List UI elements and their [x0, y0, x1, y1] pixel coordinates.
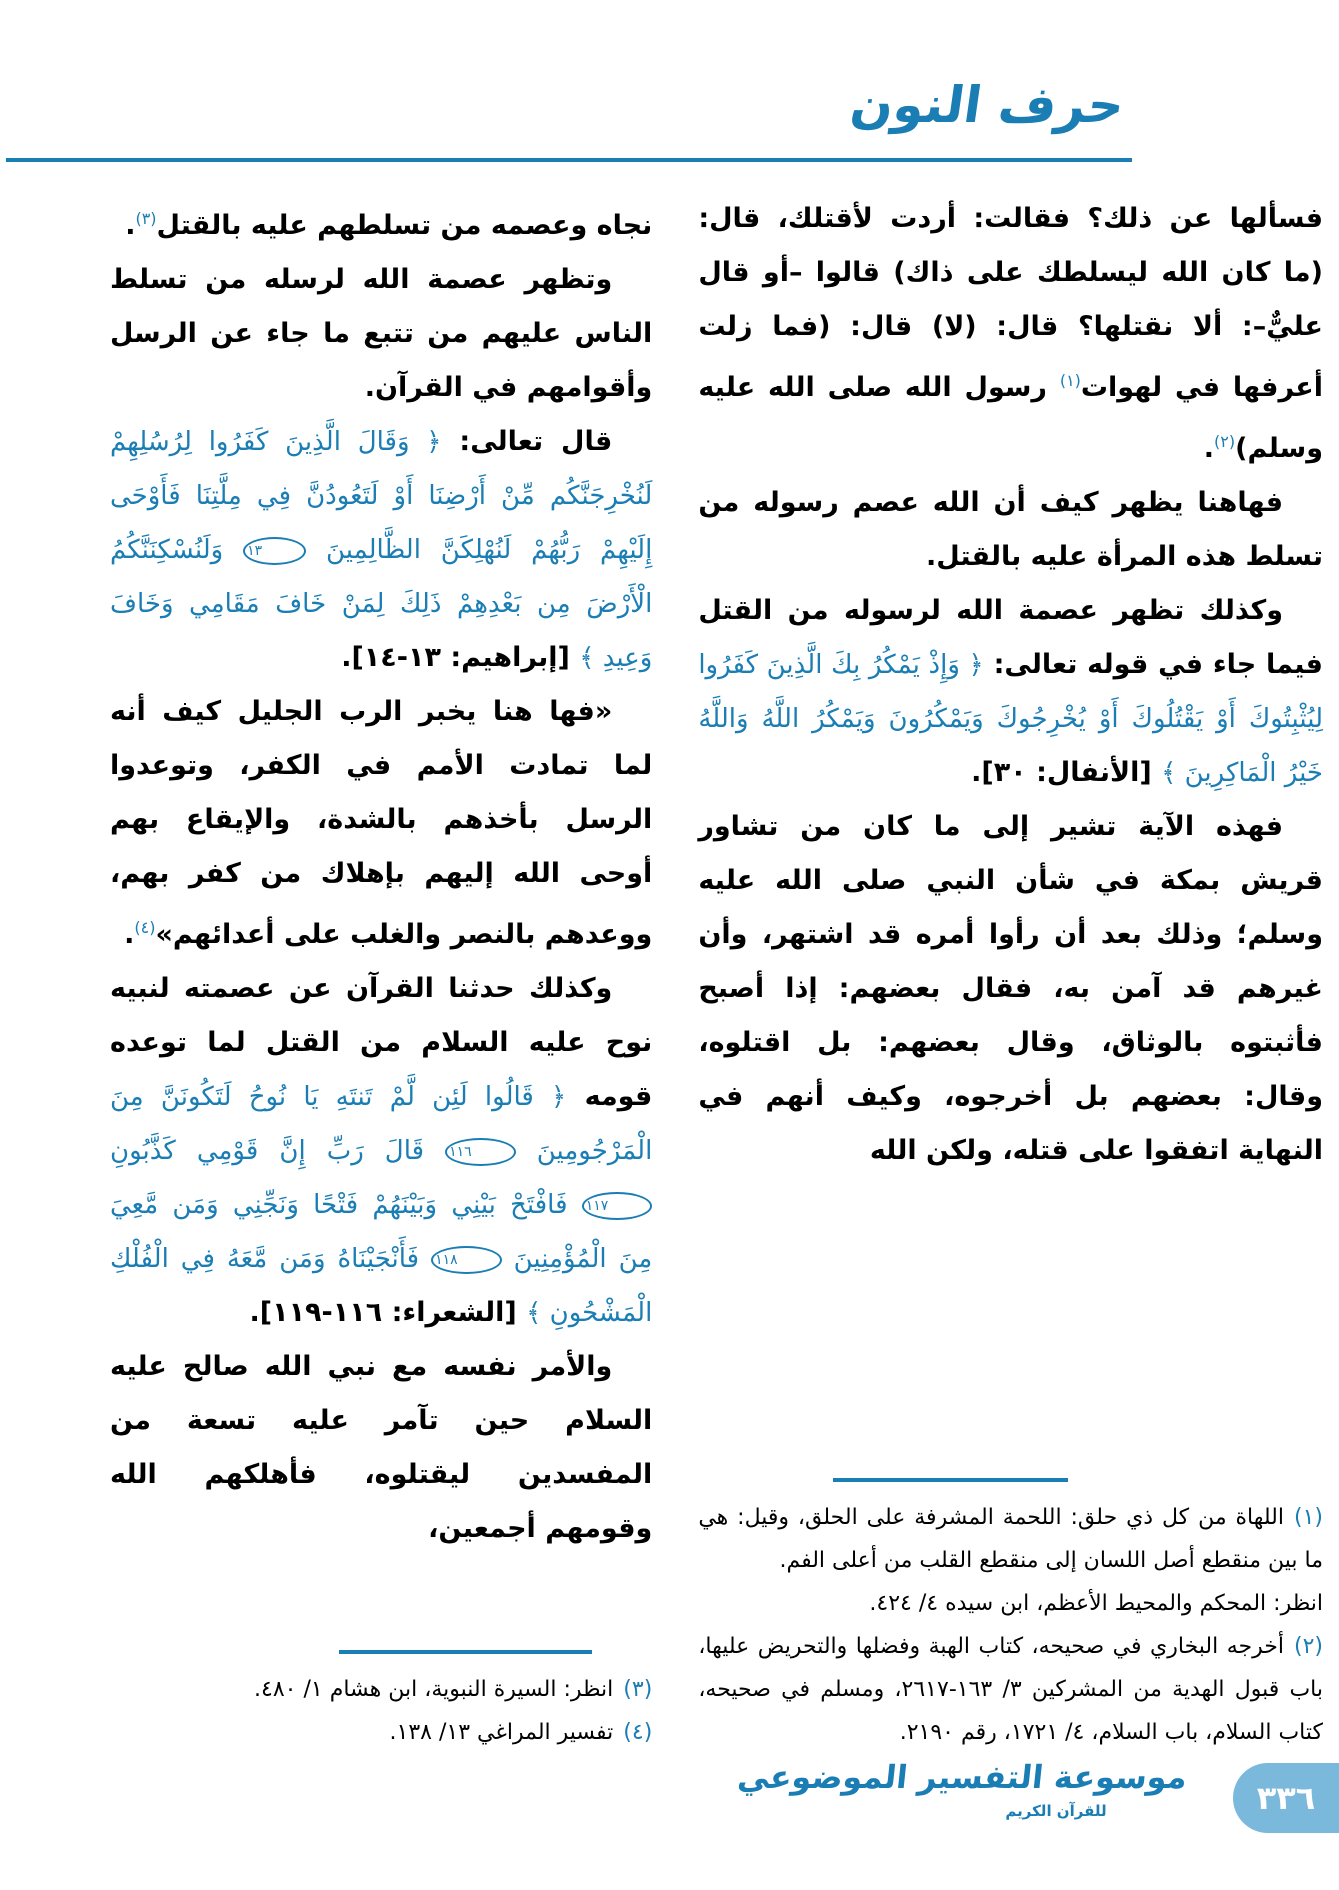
body-text: والأمر نفسه مع نبي الله صالح عليه السلام حين تآمر عليه تسعة من المفسدين ليقتلوه، فأهلكهم الله وقومهم أجمعين،: [110, 1351, 653, 1544]
body-text: [الشعراء: ١١٦-١١٩].: [249, 1297, 527, 1328]
body-text: .: [125, 210, 136, 241]
footnote-reference: (١): [1059, 371, 1081, 390]
quran-verse-text: وَلَنُسْكِنَنَّكُمُ الْأَرْضَ مِن بَعْدِهِمْ ذَلِكَ لِمَنْ خَافَ مَقَامِي وَخَافَ وَعِيدِ ﴾: [110, 535, 653, 673]
footnote-text: أخرجه البخاري في صحيحه، كتاب الهبة وفضلها والتحريض عليها، باب قبول الهدية من المشركين ٣/ ١٦٣-٢٦١٧، ومسلم في صحيحه، كتاب السلام، باب السلام، ٤/ ١٧٢١، رقم ٢١٩٠.: [698, 1634, 1324, 1745]
paragraph: [698, 476, 1323, 584]
column-right-text: [698, 192, 1323, 1178]
page-body: [110, 192, 1323, 1754]
footnotes-right: [698, 1478, 1323, 1754]
quran-verse-text: فَافْتَحْ بَيْنِي وَبَيْنَهُمْ فَتْحًا وَنَجِّنِي وَمَن مَّعِيَ مِنَ الْمُؤْمِنِينَ: [110, 1190, 653, 1274]
ayah-number-medallion: ١١٧: [582, 1192, 653, 1220]
body-text: رسول الله صلى الله عليه وسلم): [698, 372, 1323, 464]
body-text: نجاه وعصمه من تسلطهم عليه بالقتل: [156, 210, 653, 241]
publisher-logo: [735, 1754, 1189, 1820]
body-text: «فها هنا يخبر الرب الجليل كيف أنه لما تمادت الأمم في الكفر، وتوعدوا الرسل بأخذهم بالشدة، والإيقاع بهم أوحى الله إليهم بإهلاك من كفر بهم، ووعدهم بالنصر والغلب على أعدائهم»: [110, 696, 653, 950]
footnote-list-right: [698, 1496, 1323, 1754]
column-right: [698, 192, 1323, 1754]
quran-verse-text: ﴿ قَالُوا لَئِن لَّمْ تَنتَهِ يَا نُوحُ لَتَكُونَنَّ مِنَ الْمَرْجُومِينَ: [110, 1082, 653, 1166]
ayah-number-medallion: ١١٨: [431, 1246, 502, 1274]
paragraph: [110, 192, 652, 253]
body-text: فسألها عن ذلك؟ فقالت: أردت لأقتلك، قال: (ما كان الله ليسلطك على ذاك) قالوا –أو قال عليٌّ–: ألا نقتلها؟ قال: (لا) قال: (فما زلت أعرفها في لهوات: [698, 203, 1323, 403]
ayah-number-medallion: ١٣: [243, 537, 306, 565]
footnote-separator: [833, 1478, 1068, 1482]
ayah-number-medallion: ١١٦: [445, 1138, 516, 1166]
footnote: [110, 1711, 652, 1754]
paragraph: [698, 192, 1323, 476]
footnote-reference: (٣): [135, 209, 157, 228]
quran-verse-text: قَالَ رَبِّ إِنَّ قَوْمِي كَذَّبُونِ: [110, 1136, 446, 1166]
paragraph: [110, 962, 652, 1340]
page-number-badge: ٣٣٦: [1233, 1763, 1339, 1833]
body-text: [الأنفال: ٣٠].: [971, 757, 1162, 788]
quran-verse-text: فَأَنْجَيْنَاهُ وَمَن مَّعَهُ فِي الْفُلْكِ الْمَشْحُونِ ﴾: [110, 1244, 653, 1328]
publisher-logo-title: موسوعة التفسير الموضوعي: [735, 1758, 1189, 1796]
footnotes-left: [110, 1650, 652, 1754]
body-text: [إبراهيم: ١٣-١٤].: [341, 642, 580, 673]
paragraph: [698, 584, 1323, 800]
body-text: .: [124, 919, 135, 950]
footnote: [698, 1496, 1323, 1625]
body-text: وتظهر عصمة الله لرسله من تسلط الناس عليهم من تتبع ما جاء عن الرسل وأقوامهم في القرآن.: [110, 264, 653, 403]
column-left: [110, 192, 652, 1754]
paragraph: [110, 685, 652, 962]
body-text: .: [1203, 433, 1215, 464]
footnote-number: (٢): [1293, 1634, 1323, 1659]
body-text: قال تعالى:: [441, 426, 613, 457]
footnote-number: (٤): [623, 1720, 653, 1745]
footnote-reference: (٢): [1214, 432, 1236, 451]
paragraph: [110, 1340, 652, 1556]
body-text: فهذه الآية تشير إلى ما كان من تشاور قريش بمكة في شأن النبي صلى الله عليه وسلم؛ وذلك بعد أن رأوا أمره قد اشتهر، وأن غيرهم قد آمن به، فقال بعضهم: إذا أصبح فأثبتوه بالوثاق، وقال بعضهم: بل اقتلوه، وقال: بعضهم بل أخرجوه، وكيف أنهم في النهاية اتفقوا على قتله، ولكن الله: [698, 811, 1323, 1166]
quran-verse-text: ﴿ وَإِذْ يَمْكُرُ بِكَ الَّذِينَ كَفَرُوا لِيُثْبِتُوكَ أَوْ يَقْتُلُوكَ أَوْ يُخْرِجُوكَ وَيَمْكُرُونَ وَيَمْكُرُ اللَّهُ وَاللَّهُ خَيْرُ الْمَاكِرِينَ ﴾: [698, 650, 1323, 788]
footnote-number: (١): [1293, 1505, 1323, 1530]
quran-verse-text: ﴿ وَقَالَ الَّذِينَ كَفَرُوا لِرُسُلِهِمْ لَنُخْرِجَنَّكُم مِّنْ أَرْضِنَا أَوْ لَتَعُودُنَّ فِي مِلَّتِنَا فَأَوْحَى إِلَيْهِمْ رَبُّهُمْ لَنُهْلِكَنَّ الظَّالِمِينَ: [110, 427, 653, 565]
footnote-list-left: [110, 1668, 652, 1754]
header-rule: [6, 158, 1132, 162]
footnote: [698, 1625, 1323, 1754]
publisher-logo-subtitle: للقرآن الكريم: [1005, 1802, 1107, 1820]
footnote: [110, 1668, 652, 1711]
paragraph: [110, 415, 652, 685]
body-text: وكذلك تظهر عصمة الله لرسوله من القتل فيما جاء في قوله تعالى:: [698, 595, 1323, 680]
paragraph: [698, 800, 1323, 1178]
body-text: فهاهنا يظهر كيف أن الله عصم رسوله من تسلط هذه المرأة عليه بالقتل.: [698, 487, 1323, 572]
footnote-separator: [339, 1650, 592, 1654]
footnote-reference: (٤): [134, 918, 156, 937]
footnote-text: اللهاة من كل ذي حلق: اللحمة المشرفة على الحلق، وقيل: هي ما بين منقطع أصل اللسان إلى منقطع القلب من أعلى الفم. انظر: المحكم والمحيط الأعظم، ابن سيده ٤/ ٤٢٤.: [698, 1505, 1323, 1616]
footnote-text: تفسير المراغي ١٣/ ١٣٨.: [389, 1720, 614, 1745]
paragraph: [110, 253, 652, 415]
chapter-title: حرف النون: [846, 76, 1129, 134]
footnote-number: (٣): [623, 1677, 653, 1702]
footnote-text: انظر: السيرة النبوية، ابن هشام ١/ ٤٨٠.: [254, 1677, 614, 1702]
body-text: وكذلك حدثنا القرآن عن عصمته لنبيه نوح عليه السلام من القتل لما توعده قومه: [110, 973, 653, 1112]
column-left-text: [110, 192, 652, 1556]
